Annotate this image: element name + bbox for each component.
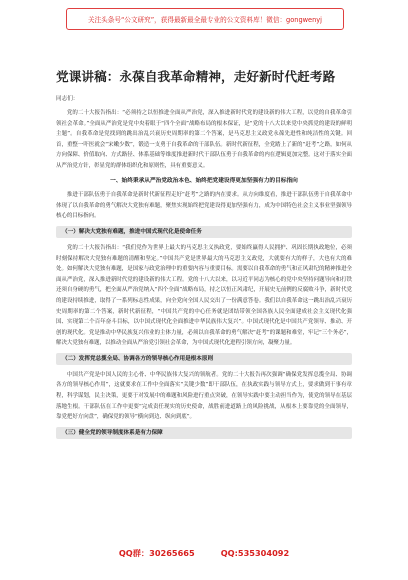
intro-paragraph: 党的二十大报告指出：“必须持之以恒推进全面从严治党，深入推进新时代党的建设新的伟大工程，以党的自我革命引领社会革命。”全面从严治党是党中央着眼于“四个全面”战略布局的根本保证，是“党的十八大以来党中央抓党的建设的鲜明主题”。自我革命是党找到的跳出治乱兴衰历史周期率的第二个答案，是马克思主义政党永葆先进性和纯洁性的关键。回首，重整一吓医就会“宋嫩少数”，锻造一支勇于自我革命的干部队伍。新时代新征程，全党踏上了新的“赶考”之路，如何从方向保障、价值取向、方式路径、体系基础等维度推进新时代干部队伍勇于自我革命的内在逻辑更加完整。这对于落实全面从严治党方针，彰显党的群体组织化和原则性，具有重要意义。 — [56, 110, 352, 169]
qq-number-text: QQ:535304092 — [220, 548, 290, 558]
section-heading: 一、始终秉承从严治党政治本色、始终把党建设得更加坚强有力的目标指向 — [110, 177, 298, 184]
qq-group-text: QQ群：30265665 — [118, 548, 195, 558]
subsection-heading: （一）解决大党独有难题，推进中国式现代化是使命任务 — [56, 226, 352, 238]
subsection-paragraph: 中国共产党是中国人民的主心骨、中华民族伟大复兴的领航者。党的二十大报告再次强调“确保党发挥总揽全局、协调各方的领导核心作用”，这就要求在工作中全面落实“关键少数”即干部队伍，在执政实践与领导方式上，要求做到干事有章程，科学谋划，民主决策，更要于对发展中的难题和风险进行重点突破，在领导实践中要主动担当作为，使党的领导在基层落地生根。干部队伍在工作中更要“完成责任现实的历史使命，战胜前进道路上的风险挑战，从根本上要靠党的全面领导，靠党把好方向盘”，确保党的领导“横向到边、纵向到底”。 — [56, 371, 352, 421]
document-body — [56, 108, 352, 444]
salutation: 同志们： — [56, 96, 79, 102]
promo-banner: 关注头条号“公文研究”，获得最新最全最专业的公文资料库！微信：gongwenyj — [66, 8, 344, 30]
subsection-paragraph: 党的二十大报告指出：“我们党作为世界上最大的马克思主义执政党，要始终赢得人民拥护、巩固长期执政地位，必须时刻保持解决大党独有难题的清醒和坚定。”中国共产党是世界最大的马克思主义政党，大就要有大的样子，大也有大的难处。如何解决大党独有难题，是国家与政党治理中的重要内容与重要目标。需要以自我革命的勇气和正风肃纪的精神推进全面从严治党，深入推进新时代党的建设新的伟大工程。党的十八大以来，以习近平同志为核心的党中央坚持问题导向和打铁还须自身硬的勇气，把全面从严治党纳入“四个全面”战略布局，持之以恒正风肃纪，开展史无前例的反腐败斗争，新时代党的建设持续推进，取得了一系列标志性成果，向全党向全国人民交出了一份满意答卷。我们以自我革命这一跳出治乱兴衰历史周期率的第二个答案，新时代新征程，“中国共产党的中心任务就是团结带领全国各族人民全面建成社会主义现代化强国、实现第二个百年奋斗目标，以中国式现代化全面推进中华民族伟大复兴”。中国式现代化是中国共产党领导、推动、开创的现代化。党是推动中华民族复兴伟业的主体力量，必须以自我革命的勇气解决“赶考”的课题和难堂，牢记“三个务必”，解决大党独有难题，以推动全面从严治党引领社会革命，为中国式现代化进程引领方向，凝聚力量。 — [56, 244, 352, 347]
subsection-heading: （二）发挥党总揽全局、协调各方的领导核心作用是根本原则 — [56, 353, 352, 365]
document-title: 党课讲稿：永葆自我革命精神，走好新时代赶考路 — [56, 69, 336, 84]
subsection-heading: （三）健全党的领导制度体系是有力保障 — [56, 427, 352, 439]
section-paragraph: 推进干部队伍勇于自我革命是新时代新征程走好“赶考”之路的内在要求。从方向维度看，推进干部队伍勇于自我革命中体现了以自我革命的勇气解决大党独有难题，聚焦实现始终把党建设得更加坚强有力，成为中国特色社会主义事业坚强领导核心的目标指向。 — [56, 192, 352, 220]
contact-footer — [0, 548, 408, 559]
